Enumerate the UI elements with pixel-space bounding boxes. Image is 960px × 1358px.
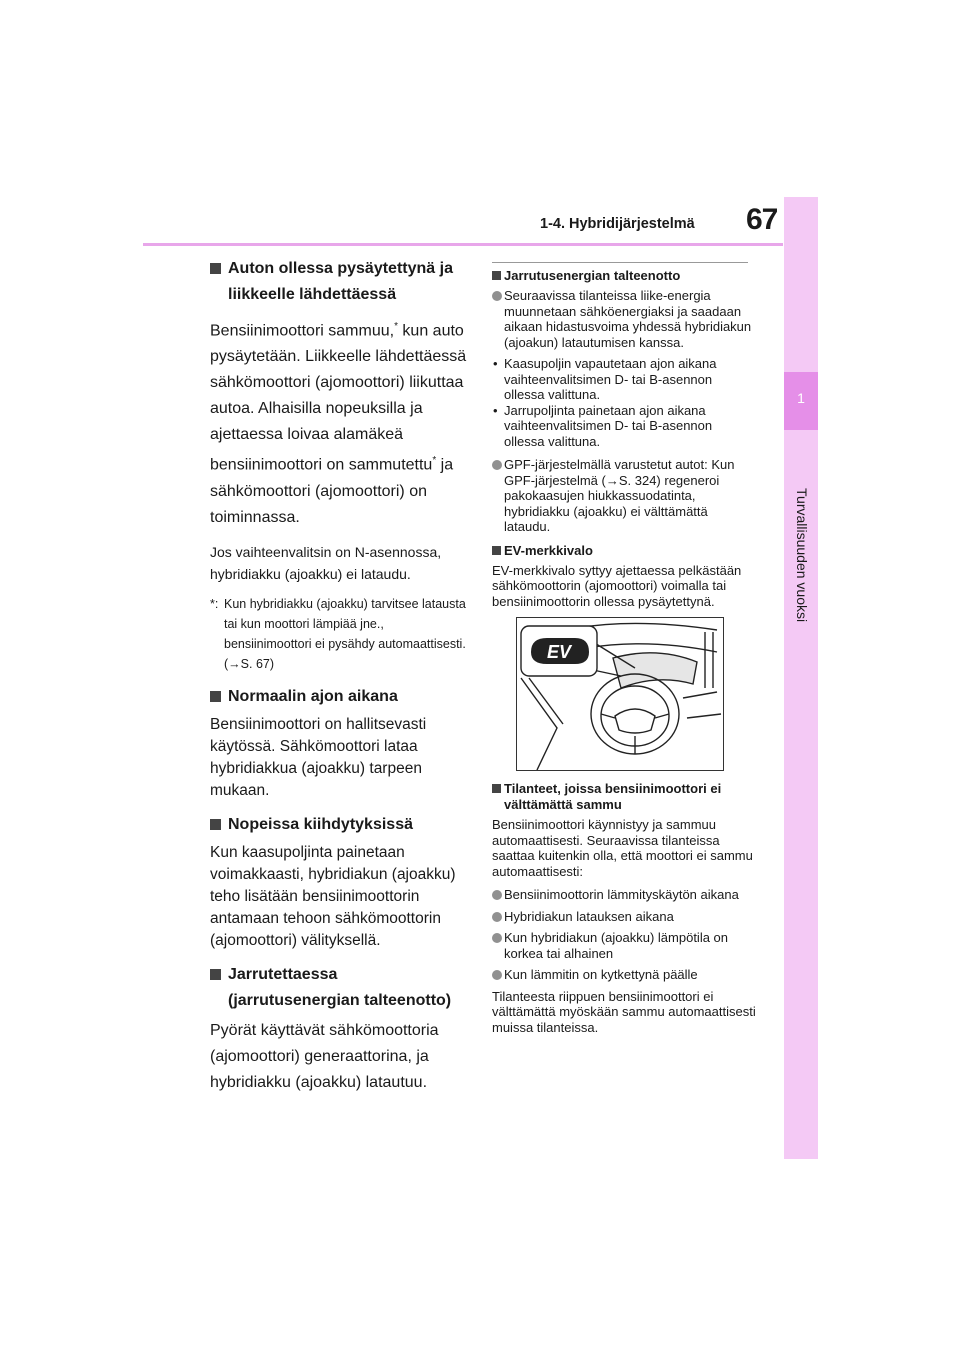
bullet-gpf: GPF-järjestelmällä varustetut autot: Kun GPF-järjestelmä (→S. 324) regeneroi pakokaasujen hiukkassuodatinta, hybridiakku (ajoakku) ei välttämättä lataudu. xyxy=(492,457,756,535)
bullet-heater: Kun lämmitin on kytkettynä päälle xyxy=(492,967,756,983)
square-bullet-icon xyxy=(210,819,221,830)
round-bullet-icon xyxy=(492,970,502,980)
left-column xyxy=(210,256,470,1106)
dashboard-drawing xyxy=(517,618,723,770)
paragraph-other-situations: Tilanteesta riippuen bensiinimoottori ei välttämättä myöskään sammu automaattisesti muissa tilanteissa. xyxy=(492,988,756,1035)
chapter-number: 1 xyxy=(797,390,805,406)
round-bullet-icon xyxy=(492,912,502,922)
bullet-charging: Hybridiakun latauksen aikana xyxy=(492,909,756,925)
ev-indicator-illustration xyxy=(516,617,724,771)
heading-braking: Jarrutettaessa (jarrutusenergian talteenotto) xyxy=(210,962,470,1014)
heading-stopped: Auton ollessa pysäytettynä ja liikkeelle lähdettäessä xyxy=(210,256,470,308)
chapter-tab xyxy=(784,197,818,1159)
right-column xyxy=(492,268,756,1043)
right-column-divider xyxy=(492,262,748,263)
footnote: *: Kun hybridiakku (ajoakku) tarvitsee latausta tai kun moottori lämpiää jne., bensiinimoottori ei pysähdy automaattisesti. (→S. 67) xyxy=(210,596,466,671)
sub-bullet-accelerator: • Kaasupoljin vapautetaan ajon aikana vaihteenvalitsimen D- tai B-asennon ollessa valittuna. xyxy=(493,356,717,402)
chapter-title: Turvallisuuden vuoksi xyxy=(794,488,810,623)
header-divider xyxy=(143,243,783,246)
square-bullet-icon xyxy=(492,271,501,280)
paragraph-ev-indicator: EV-merkkivalo syttyy ajettaessa pelkästään sähkömoottorin (ajomoottori) voimalla tai bensiinimoottorin ollessa pysäytettynä. xyxy=(492,562,742,609)
paragraph-normal-driving: Bensiinimoottori on hallitsevasti käytössä. Sähkömoottori lataa hybridiakkua (ajoakku) tarpeen mukaan. xyxy=(210,715,427,799)
round-bullet-icon xyxy=(492,933,502,943)
paragraph-braking: Pyörät käyttävät sähkömoottoria (ajomoottori) generaattorina, ja hybridiakku (ajoakku) latautuu. xyxy=(210,1021,439,1091)
round-bullet-icon xyxy=(492,291,502,301)
paragraph-acceleration: Kun kaasupoljinta painetaan voimakkaasti, hybridiakun (ajoakku) teho lisätään bensiinimoottorin antamaan tehoon sähkömoottorin (ajomoottori) välityksellä. xyxy=(210,843,456,949)
paragraph-stopped: Bensiinimoottori sammuu,* kun auto pysäytetään. Liikkeelle lähdettäessä sähkömoottori (ajomoottori) liikuttaa autoa. Alhaisilla nopeuksilla ja ajettaessa loivaa alamäkeä bensiinimoottori on sammutettu* ja sähkömoottori (ajomoottori) on toiminnassa. xyxy=(210,321,467,526)
heading-engine-not-stop: Tilanteet, joissa bensiinimoottori ei välttämättä sammu xyxy=(492,781,756,813)
bullet-temperature: Kun hybridiakun (ajoakku) lämpötila on korkea tai alhainen xyxy=(492,930,756,961)
paragraph-neutral: Jos vaihteenvalitsin on N-asennossa, hybridiakku (ajoakku) ei lataudu. xyxy=(210,543,442,582)
heading-normal-driving: Normaalin ajon aikana xyxy=(210,684,470,710)
section-title: 1-4. Hybridijärjestelmä xyxy=(540,216,695,232)
sub-bullet-brake: • Jarrupoljinta painetaan ajon aikana vaihteenvalitsimen D- tai B-asennon ollessa valittuna. xyxy=(493,402,713,449)
square-bullet-icon xyxy=(210,969,221,980)
square-bullet-icon xyxy=(492,546,501,555)
square-bullet-icon xyxy=(210,263,221,274)
heading-ev-indicator: EV-merkkivalo xyxy=(492,543,756,559)
heading-regeneration: Jarrutusenergian talteenotto xyxy=(492,268,756,284)
square-bullet-icon xyxy=(210,691,221,702)
bullet-regeneration: Seuraavissa tilanteissa liike-energia muunnetaan sähköenergiaksi ja saadaan aikaan hidastusvoima yhdessä hybridiakun (ajoakun) latautumisen kanssa. xyxy=(492,288,756,350)
paragraph-engine-not-stop: Bensiinimoottori käynnistyy ja sammuu automaattisesti. Seuraavissa tilanteissa saattaa kuitenkin olla, että moottori ei sammu automaattisesti: xyxy=(492,817,753,879)
heading-acceleration: Nopeissa kiihdytyksissä xyxy=(210,812,470,838)
bullet-warmup: Bensiinimoottorin lämmityskäytön aikana xyxy=(492,887,756,903)
round-bullet-icon xyxy=(492,890,502,900)
round-bullet-icon xyxy=(492,460,502,470)
ev-label: EV xyxy=(546,642,572,662)
page-number: 67 xyxy=(746,203,778,236)
square-bullet-icon xyxy=(492,784,501,793)
